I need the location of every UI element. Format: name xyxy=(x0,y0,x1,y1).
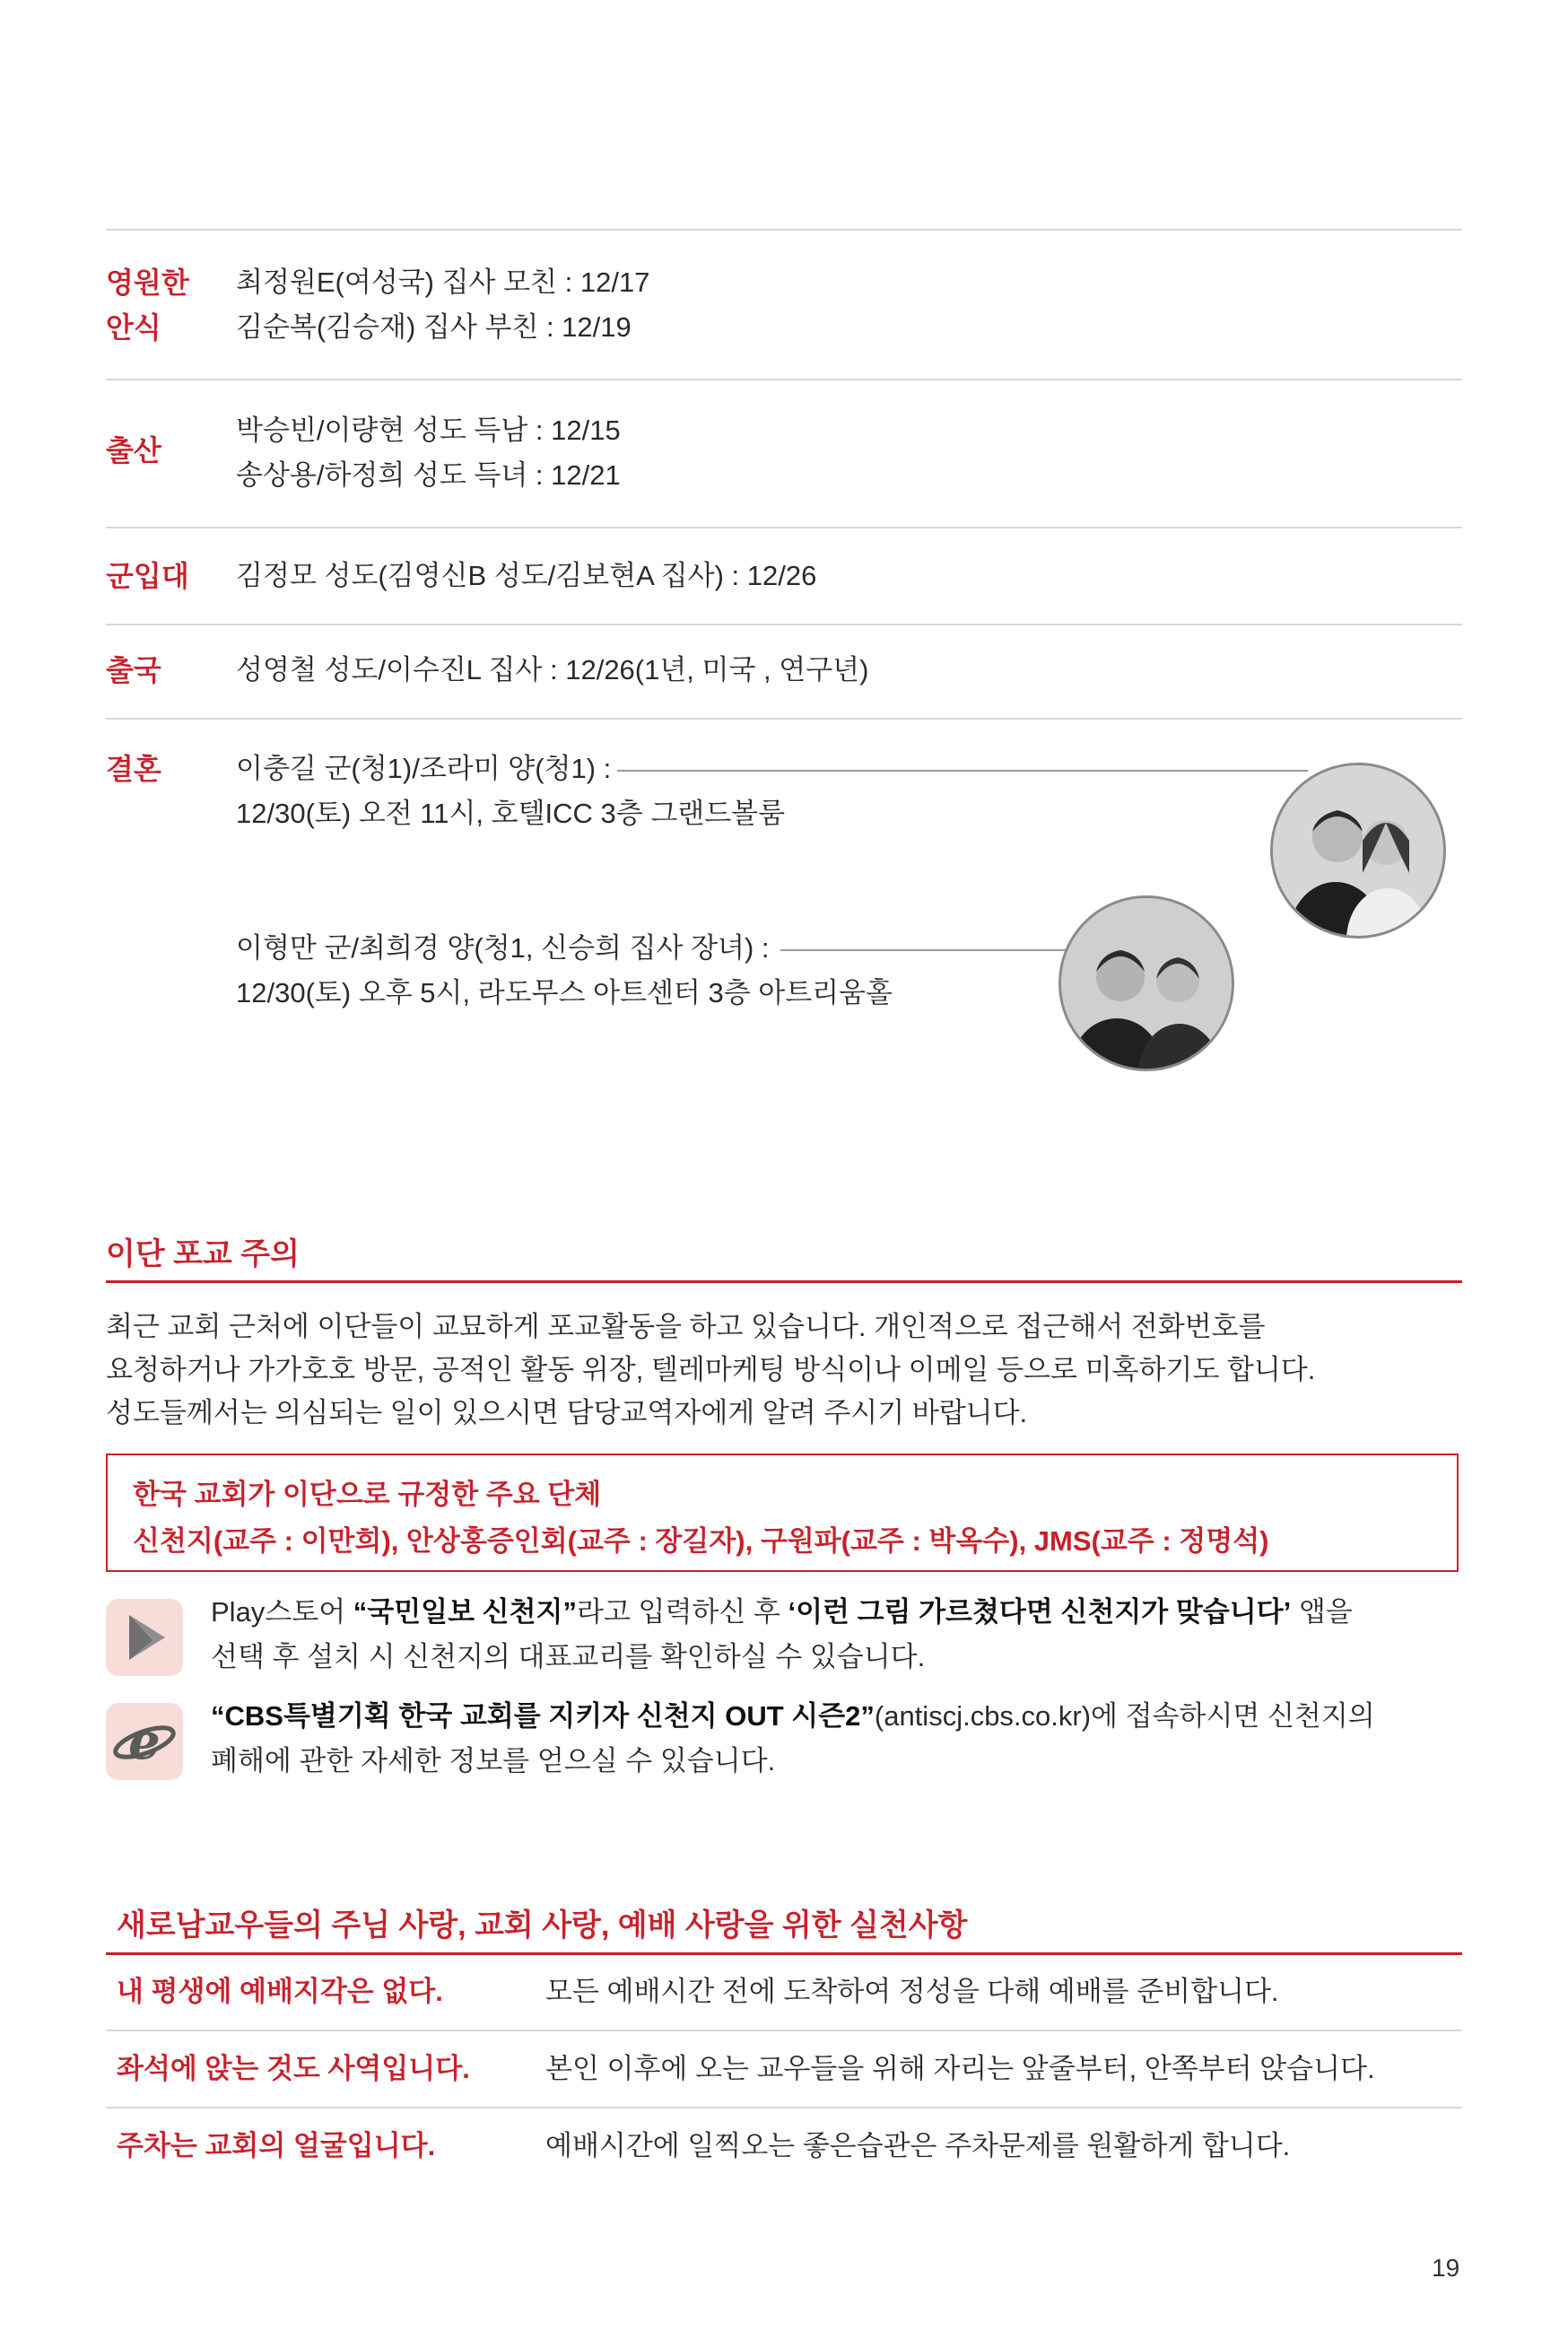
divider xyxy=(106,229,1462,231)
practice-row-label: 주차는 교회의 얼굴입니다. xyxy=(117,2130,436,2161)
practice-row-label: 좌석에 앉는 것도 사역입니다. xyxy=(117,2053,470,2084)
news-label-departure: 출국 xyxy=(106,654,161,686)
divider xyxy=(106,718,1462,720)
wedding-1-connector xyxy=(617,770,1308,772)
wedding-2-text: 이형만 군/최희경 양(청1, 신승희 집사 장녀) : 12/30(토) 오후 5시, 라도무스 아트센터 3층 아트리움홀 xyxy=(236,932,893,1008)
practice-row-label: 내 평생에 예배지각은 없다. xyxy=(117,1976,443,2007)
practice-row xyxy=(106,2031,1462,2107)
news-text-military: 김정모 성도(김영신B 성도/김보현A 집사) : 12/26 xyxy=(236,560,817,591)
heresy-groups-title: 한국 교회가 이단으로 규정한 주요 단체 xyxy=(133,1479,602,1510)
heresy-paragraph: 최근 교회 근처에 이단들이 교묘하게 포교활동을 하고 있습니다. 개인적으로 접근해서 전화번호를 요청하거나 가가호호 방문, 공적인 활동 위장, 텔레마케팅 방식이나 이메일 등으로 미혹하기도 합니다. 성도들께서는 의심되는 일이 있으시면 담당교역자에게 알려 주시기 바랍니다. xyxy=(106,1311,1316,1428)
wedding-1-text: 이충길 군(청1)/조라미 양(청1) : 12/30(토) 오전 11시, 호텔ICC 3층 그랜드볼룸 xyxy=(236,753,786,829)
practice-row xyxy=(106,2108,1462,2184)
internet-explorer-icon xyxy=(106,1703,183,1780)
page-number: 19 xyxy=(1432,2254,1460,2282)
news-label-military: 군입대 xyxy=(106,560,189,592)
practice-section-title: 새로남교우들의 주님 사랑, 교회 사랑, 예배 사랑을 위한 실천사항 xyxy=(117,1908,968,1942)
news-label-wedding: 결혼 xyxy=(106,753,161,785)
heresy-title-underline xyxy=(106,1280,1462,1283)
tip-play-store: Play스토어 “국민일보 신천지”라고 입력하신 후 ‘이런 그림 가르쳤다면 신천지가 맞습니다’ 앱을 선택 후 설치 시 신천지의 대표교리를 확인하실 수 있습니다. xyxy=(211,1596,1353,1672)
news-text-departure: 성영철 성도/이수진L 집사 : 12/26(1년, 미국 , 연구년) xyxy=(236,654,869,685)
practice-row xyxy=(106,1954,1462,2030)
wedding-couple-1-photo xyxy=(1270,763,1446,939)
practice-row-desc: 예배시간에 일찍오는 좋은습관은 주차문제를 원활하게 합니다. xyxy=(545,2130,1291,2161)
heresy-groups-box xyxy=(106,1454,1459,1572)
svg-text:e: e xyxy=(128,1712,161,1771)
wedding-couple-2-photo xyxy=(1058,895,1234,1071)
play-store-icon xyxy=(106,1599,183,1676)
divider xyxy=(106,624,1462,625)
divider xyxy=(106,379,1462,380)
news-text-condolence: 최정원E(여성국) 집사 모친 : 12/17 김순복(김승재) 집사 부친 : 12/19 xyxy=(236,266,650,343)
wedding-2-connector xyxy=(780,949,1094,951)
practice-row-desc: 본인 이후에 오는 교우들을 위해 자리는 앞줄부터, 안쪽부터 앉습니다. xyxy=(545,2053,1375,2084)
heresy-section-title: 이단 포교 주의 xyxy=(106,1237,300,1271)
tip-cbs-website: “CBS특별기획 한국 교회를 지키자 신천지 OUT 시즌2”(antiscj.cbs.co.kr)에 접속하시면 신천지의 폐해에 관한 자세한 정보를 얻으실 수 있습니다. xyxy=(211,1700,1375,1777)
heresy-groups-list: 신천지(교주 : 이만희), 안상홍증인회(교주 : 장길자), 구원파(교주 : 박옥수), JMS(교주 : 정명석) xyxy=(133,1525,1269,1557)
news-text-birth: 박승빈/이량현 성도 득남 : 12/15 송상용/하정희 성도 득녀 : 12/21 xyxy=(236,415,621,491)
news-label-birth: 출산 xyxy=(106,434,161,467)
divider xyxy=(106,527,1462,528)
news-label-condolence: 영원한 안식 xyxy=(106,266,189,344)
practice-row-desc: 모든 예배시간 전에 도착하여 정성을 다해 예배를 준비합니다. xyxy=(545,1976,1279,2007)
